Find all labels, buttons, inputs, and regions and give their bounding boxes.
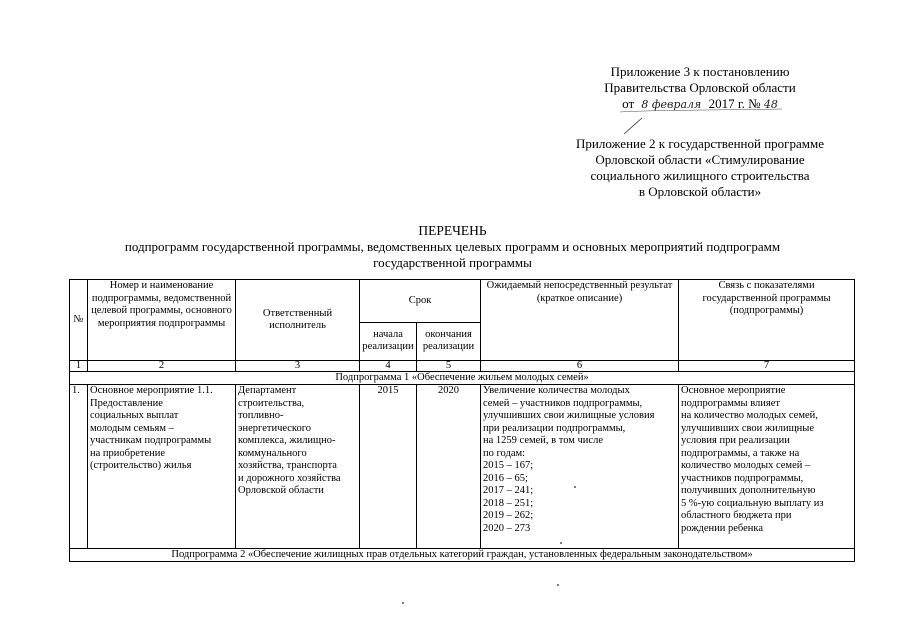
row-link-line: подпрограммы, а также на (681, 447, 800, 459)
row-executor-line: хозяйства, транспорта (238, 460, 337, 471)
row-result-line: по годам: (483, 447, 526, 459)
column-number: 6 (481, 361, 679, 372)
row-result-line: 2020 – 273 (483, 522, 531, 534)
row-result-line: Увеличение количества молодых (483, 385, 630, 396)
program-appendix-line1: Приложение 2 к государственной программе (575, 136, 825, 151)
row-link-line: Основное мероприятие (681, 385, 786, 396)
handwritten-number: 48 (763, 98, 778, 111)
section-title-subprogram-2: Подпрограмма 2 «Обеспечение жилищных прав отдельных категорий граждан, установленных федеральным законодательством» (70, 549, 855, 562)
row-executor-line: комплекса, жилищно- (238, 435, 336, 446)
row-name-line: участникам подпрограммы (90, 435, 212, 446)
row-executor-line: строительства, (238, 397, 305, 409)
section-row-subprogram-1 (70, 372, 855, 385)
row-result-line: улучшивших свои жилищные условия (483, 410, 655, 421)
date-suffix: 2017 г. № (708, 96, 761, 111)
row-link-line: рождении ребенка (681, 522, 763, 534)
row-number: 1. (70, 385, 88, 549)
row-executor-line: и дорожного хозяйства (238, 472, 341, 484)
column-number: 1 (70, 361, 88, 372)
handwritten-stroke (612, 96, 790, 136)
program-appendix-header (540, 136, 860, 200)
row-result-line: 2015 – 167; (483, 460, 534, 471)
column-number-row (70, 361, 855, 372)
row-link-line: условия при реализации (681, 435, 790, 446)
row-executor-line: энергетического (238, 422, 312, 434)
col-header-term-start: начала реализации (360, 322, 417, 360)
scan-speck (557, 584, 559, 586)
row-name-cell (88, 385, 236, 549)
column-number: 4 (360, 361, 417, 372)
row-result-line: 2017 – 241; (483, 485, 534, 496)
row-result-line: 2019 – 262; (483, 510, 534, 521)
table-row (70, 385, 855, 549)
column-number: 5 (417, 361, 481, 372)
header-row-1 (70, 280, 855, 323)
section-row-subprogram-2 (70, 549, 855, 562)
program-appendix-line4: в Орловской области» (638, 184, 762, 199)
column-number: 7 (679, 361, 855, 372)
row-link-cell (679, 385, 855, 549)
row-name-line: (строительство) жилья (90, 460, 192, 471)
title-line2: государственной программы (373, 255, 532, 270)
date-prefix: от (622, 96, 635, 111)
row-link-line: областного бюджета при (681, 510, 792, 521)
row-executor-line: Департамент (238, 385, 297, 396)
row-executor-line: топливно- (238, 410, 284, 421)
title-line1: подпрограмм государственной программы, ведомственных целевых программ и основных мероприятий подпрограмм (124, 239, 781, 254)
row-name-line: Основное мероприятие 1.1. (90, 385, 213, 396)
row-link-line: 5 %-ую социальную выплату из (681, 497, 824, 509)
row-link-line: на количество молодых семей, (681, 410, 818, 421)
column-number: 2 (88, 361, 236, 372)
row-name-line: Предоставление (90, 397, 163, 409)
row-link-line: участников подпрограммы, (681, 472, 804, 484)
scan-speck (574, 486, 576, 488)
row-result-line: 2018 – 251; (483, 497, 534, 509)
row-result-line: при реализации подпрограммы, (483, 422, 626, 434)
scan-speck (560, 542, 562, 544)
program-appendix-line3: социального жилищного строительства (590, 168, 810, 183)
handwritten-date: 8 февраля (641, 98, 702, 111)
program-appendix-line2: Орловской области «Стимулирование (595, 152, 805, 167)
column-number: 3 (236, 361, 360, 372)
row-start-year: 2015 (360, 385, 417, 549)
col-header-name: Номер и наименование подпрограммы, ведомственной целевой программы, основного мероприятия подпрограммы (88, 280, 236, 361)
row-end-year: 2020 (417, 385, 481, 549)
resolution-appendix-line2: Правительства Орловской области (604, 80, 796, 95)
col-header-result: Ожидаемый непосредственный результат (краткое описание) (481, 280, 679, 361)
col-header-term-end: окончания реализации (417, 322, 481, 360)
row-link-line: получивших дополнительную (681, 485, 816, 496)
subprogram-table (69, 279, 855, 562)
row-executor-cell (236, 385, 360, 549)
row-executor-line: коммунального (238, 447, 307, 459)
document-title (80, 223, 825, 271)
row-link-line: улучшивших свои жилищные (681, 422, 815, 434)
title-heading: ПЕРЕЧЕНЬ (418, 223, 487, 238)
row-result-cell (481, 385, 679, 549)
col-header-term: Срок (360, 280, 481, 323)
col-header-num: № (70, 280, 88, 361)
resolution-appendix-line1: Приложение 3 к постановлению (610, 64, 790, 79)
row-result-line: 2016 – 65; (483, 472, 528, 484)
col-header-link: Связь с показателями государственной программы (подпрограммы) (679, 280, 855, 361)
row-link-line: подпрограммы влияет (681, 397, 780, 409)
row-name-line: на приобретение (90, 447, 166, 459)
scan-speck (402, 602, 404, 604)
row-result-line: на 1259 семей, в том числе (483, 435, 603, 446)
row-result-line: семей – участников подпрограммы, (483, 397, 643, 409)
section-title-subprogram-1: Подпрограмма 1 «Обеспечение жильем молодых семей» (70, 372, 855, 385)
col-header-executor: Ответственный исполнитель (236, 280, 360, 361)
row-link-line: количество молодых семей – (681, 460, 811, 471)
row-name-line: социальных выплат (90, 410, 179, 421)
row-name-line: молодым семьям – (90, 422, 174, 434)
row-executor-line: Орловской области (238, 485, 324, 496)
